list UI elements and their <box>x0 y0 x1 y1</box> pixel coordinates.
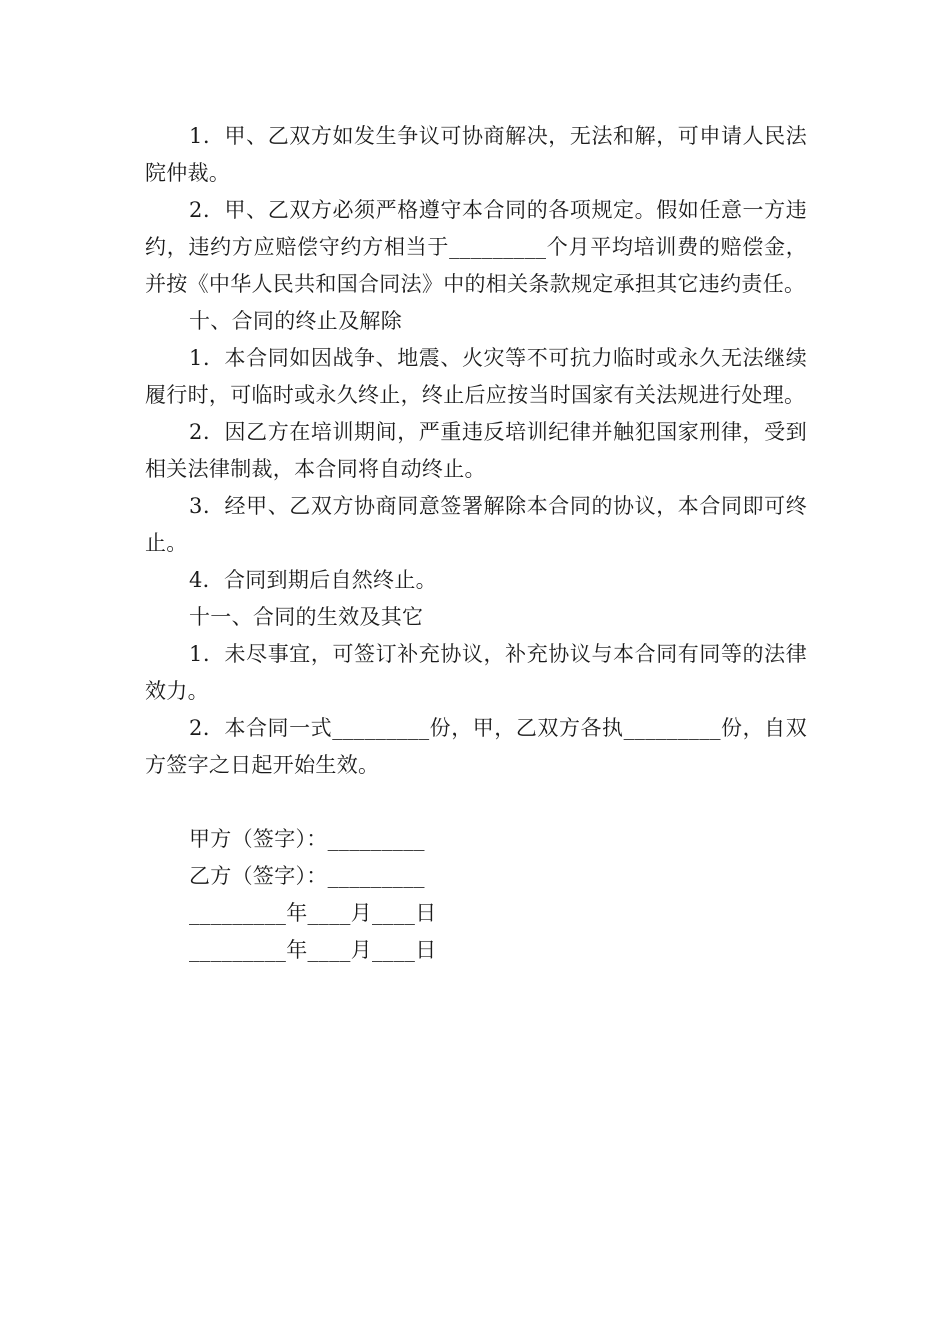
clause-10-item-1: 1．本合同如因战争、地震、火灾等不可抗力临时或永久无法继续履行时，可临时或永久终止，终止后应按当时国家有关法规进行处理。 <box>145 346 807 407</box>
clause-10-item-2: 2．因乙方在培训期间，严重违反培训纪律并触犯国家刑律，受到相关法律制裁，本合同将自动终止。 <box>145 420 807 481</box>
party-b-signature-line: 乙方（签字）：_________ <box>189 864 425 888</box>
party-a-signature-line: 甲方（签字）：_________ <box>189 827 425 851</box>
clause-10-item-4: 4．合同到期后自然终止。 <box>189 568 437 592</box>
blank-spacer <box>145 784 807 821</box>
clause-11-item-1: 1．未尽事宜，可签订补充协议，补充协议与本合同有同等的法律效力。 <box>145 642 807 703</box>
section-10-heading: 十、合同的终止及解除 <box>189 309 402 333</box>
date-line-1: _________年____月____日 <box>189 901 437 925</box>
clause-11-item-2: 2．本合同一式_________份，甲，乙双方各执_________份，自双方签字之日起开始生效。 <box>145 716 807 777</box>
section-11-heading: 十一、合同的生效及其它 <box>189 605 424 629</box>
clause-9-item-1: 1．甲、乙双方如发生争议可协商解决，无法和解，可申请人民法院仲裁。 <box>145 124 807 185</box>
contract-body <box>145 118 807 969</box>
clause-10-item-3: 3．经甲、乙双方协商同意签署解除本合同的协议，本合同即可终止。 <box>145 494 807 555</box>
date-line-2: _________年____月____日 <box>189 938 437 962</box>
clause-9-item-2: 2．甲、乙双方必须严格遵守本合同的各项规定。假如任意一方违约，违约方应赔偿守约方相当于_________个月平均培训费的赔偿金，并按《中华人民共和国合同法》中的相关条款规定承担其它违约责任。 <box>145 198 807 296</box>
